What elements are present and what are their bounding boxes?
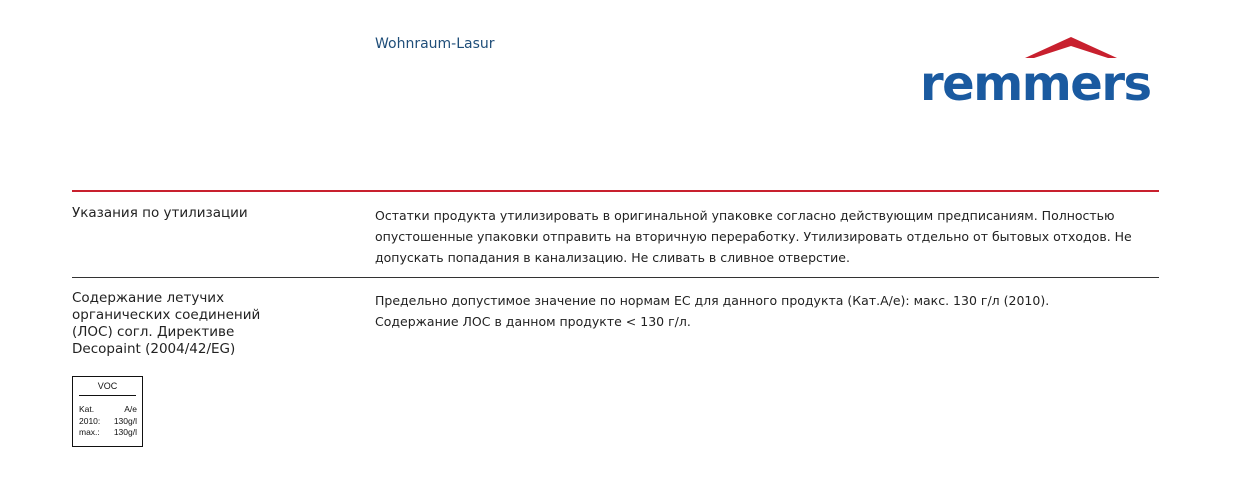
product-title: Wohnraum-Lasur — [375, 36, 495, 52]
section-content — [375, 290, 1165, 332]
voc-cell: 130g/l — [113, 427, 137, 437]
section-paragraph: Остатки продукта утилизировать в оригинальной упаковке согласно действующим предписаниям. Полностью опустошенные упаковки отправить на вторичную переработку. Утилизировать отдельно от бытовых отходов. Не допускать попадания в канализацию. Не сливать в сливное отверстие. — [375, 208, 1132, 265]
brand-wordmark: remmers — [920, 56, 1151, 112]
voc-cell: Kat. — [79, 404, 95, 414]
section-label: Содержание летучих органических соединений (ЛОС) согл. Директиве Decopaint (2004/42/EG) — [72, 290, 261, 357]
voc-row-limit — [79, 416, 137, 426]
section-paragraph: Содержание ЛОС в данном продукте < 130 г/л. — [375, 314, 691, 329]
voc-title: VOC — [97, 381, 118, 391]
voc-label-box — [72, 376, 143, 447]
voc-cell: max.: — [79, 427, 100, 437]
section-label: Указания по утилизации — [72, 205, 248, 221]
voc-cell: 2010: — [79, 416, 101, 426]
voc-row-max — [79, 427, 137, 437]
remmers-logo — [920, 34, 1160, 114]
section-divider — [72, 277, 1159, 278]
voc-divider — [79, 395, 136, 396]
section-content — [375, 205, 1165, 268]
section-paragraph: Предельно допустимое значение по нормам ЕС для данного продукта (Кат.A/e): макс. 130 г/л (2010). — [375, 293, 1050, 308]
voc-cell: A/e — [124, 404, 137, 414]
header-divider — [72, 190, 1159, 192]
voc-cell: 130g/l — [113, 416, 137, 426]
voc-row-category — [79, 404, 137, 414]
